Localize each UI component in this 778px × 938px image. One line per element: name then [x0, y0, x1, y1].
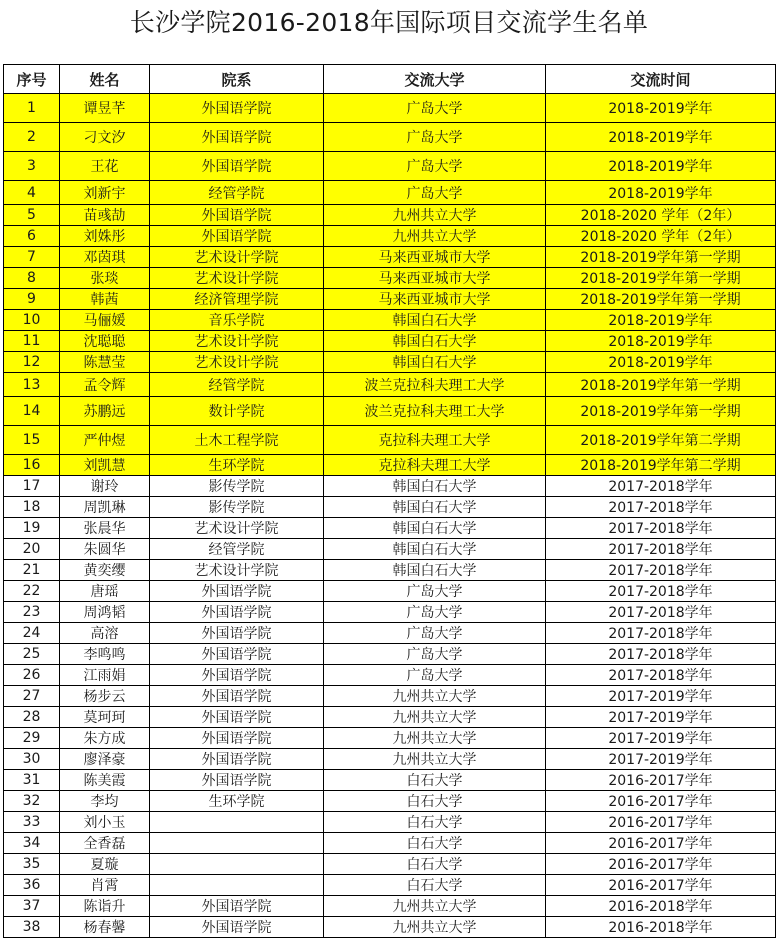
cell-name: 谢玲: [60, 476, 150, 497]
cell-university: 白石大学: [324, 875, 546, 896]
cell-university: 九州共立大学: [324, 896, 546, 917]
table-row: [4, 917, 776, 938]
cell-university: 波兰克拉科夫理工大学: [324, 397, 546, 426]
cell-name: 严仲煜: [60, 426, 150, 455]
cell-department: 音乐学院: [150, 310, 324, 331]
cell-index: 3: [4, 152, 60, 181]
table-row: [4, 770, 776, 791]
cell-department: 经济管理学院: [150, 289, 324, 310]
table-row: [4, 497, 776, 518]
cell-exchange-period: 2017-2018学年: [546, 644, 776, 665]
cell-name: 陈诣升: [60, 896, 150, 917]
cell-name: 邓茵琪: [60, 247, 150, 268]
cell-name: 廖泽豪: [60, 749, 150, 770]
cell-department: 外国语学院: [150, 581, 324, 602]
cell-university: 马来西亚城市大学: [324, 289, 546, 310]
cell-university: 克拉科夫理工大学: [324, 455, 546, 476]
cell-index: 22: [4, 581, 60, 602]
cell-university: 韩国白石大学: [324, 497, 546, 518]
table-row: [4, 268, 776, 289]
cell-index: 5: [4, 205, 60, 226]
cell-university: 韩国白石大学: [324, 560, 546, 581]
cell-exchange-period: 2017-2018学年: [546, 560, 776, 581]
table-row: [4, 833, 776, 854]
cell-index: 15: [4, 426, 60, 455]
cell-name: 李鸣鸣: [60, 644, 150, 665]
student-roster-table: [3, 64, 776, 938]
table-row: [4, 455, 776, 476]
cell-department: [150, 833, 324, 854]
cell-exchange-period: 2017-2019学年: [546, 707, 776, 728]
cell-university: 克拉科夫理工大学: [324, 426, 546, 455]
cell-department: 外国语学院: [150, 770, 324, 791]
cell-index: 6: [4, 226, 60, 247]
cell-index: 21: [4, 560, 60, 581]
table-row: [4, 94, 776, 123]
cell-university: 韩国白石大学: [324, 310, 546, 331]
cell-index: 20: [4, 539, 60, 560]
cell-university: 广岛大学: [324, 644, 546, 665]
table-row: [4, 728, 776, 749]
cell-department: 外国语学院: [150, 602, 324, 623]
cell-department: 数计学院: [150, 397, 324, 426]
cell-university: 九州共立大学: [324, 205, 546, 226]
cell-name: 黄奕缨: [60, 560, 150, 581]
cell-exchange-period: 2018-2019学年第二学期: [546, 455, 776, 476]
table-row: [4, 373, 776, 397]
cell-index: 18: [4, 497, 60, 518]
cell-university: 广岛大学: [324, 181, 546, 205]
cell-department: 外国语学院: [150, 644, 324, 665]
cell-university: 九州共立大学: [324, 728, 546, 749]
cell-department: 艺术设计学院: [150, 352, 324, 373]
cell-index: 19: [4, 518, 60, 539]
cell-exchange-period: 2017-2018学年: [546, 665, 776, 686]
cell-department: [150, 854, 324, 875]
table-row: [4, 397, 776, 426]
cell-exchange-period: 2016-2017学年: [546, 812, 776, 833]
cell-department: 经管学院: [150, 539, 324, 560]
cell-exchange-period: 2017-2019学年: [546, 749, 776, 770]
cell-index: 17: [4, 476, 60, 497]
cell-university: 九州共立大学: [324, 686, 546, 707]
cell-index: 2: [4, 123, 60, 152]
cell-university: 韩国白石大学: [324, 518, 546, 539]
cell-department: 外国语学院: [150, 917, 324, 938]
table-row: [4, 791, 776, 812]
cell-name: 韩茜: [60, 289, 150, 310]
table-row: [4, 289, 776, 310]
cell-department: 生环学院: [150, 455, 324, 476]
cell-name: 江雨娟: [60, 665, 150, 686]
cell-index: 1: [4, 94, 60, 123]
page-title: 长沙学院2016-2018年国际项目交流学生名单: [129, 8, 649, 37]
cell-exchange-period: 2017-2018学年: [546, 497, 776, 518]
table-row: [4, 602, 776, 623]
cell-index: 16: [4, 455, 60, 476]
table-row: [4, 812, 776, 833]
cell-exchange-period: 2016-2017学年: [546, 854, 776, 875]
cell-department: 艺术设计学院: [150, 268, 324, 289]
cell-university: 马来西亚城市大学: [324, 247, 546, 268]
cell-index: 38: [4, 917, 60, 938]
cell-exchange-period: 2018-2019学年: [546, 310, 776, 331]
cell-department: 外国语学院: [150, 623, 324, 644]
cell-exchange-period: 2017-2018学年: [546, 518, 776, 539]
cell-name: 夏璇: [60, 854, 150, 875]
cell-exchange-period: 2016-2018学年: [546, 917, 776, 938]
cell-index: 12: [4, 352, 60, 373]
cell-index: 36: [4, 875, 60, 896]
cell-index: 31: [4, 770, 60, 791]
cell-department: 艺术设计学院: [150, 247, 324, 268]
cell-name: 刁文汐: [60, 123, 150, 152]
cell-name: 全香磊: [60, 833, 150, 854]
table-row: [4, 205, 776, 226]
cell-exchange-period: 2016-2017学年: [546, 791, 776, 812]
cell-name: 杨步云: [60, 686, 150, 707]
cell-department: 外国语学院: [150, 665, 324, 686]
cell-name: 刘姝彤: [60, 226, 150, 247]
cell-exchange-period: 2017-2018学年: [546, 539, 776, 560]
header-exchange-period: 交流时间: [546, 65, 776, 94]
cell-department: 外国语学院: [150, 152, 324, 181]
cell-exchange-period: 2018-2019学年: [546, 94, 776, 123]
cell-index: 4: [4, 181, 60, 205]
cell-exchange-period: 2016-2017学年: [546, 770, 776, 791]
cell-name: 周凯琳: [60, 497, 150, 518]
cell-name: 刘凯慧: [60, 455, 150, 476]
cell-exchange-period: 2018-2019学年: [546, 181, 776, 205]
cell-department: 经管学院: [150, 373, 324, 397]
header-name: 姓名: [60, 65, 150, 94]
cell-name: 李均: [60, 791, 150, 812]
cell-department: 影传学院: [150, 476, 324, 497]
cell-exchange-period: 2017-2019学年: [546, 728, 776, 749]
table-row: [4, 539, 776, 560]
cell-exchange-period: 2018-2020 学年（2年）: [546, 226, 776, 247]
cell-index: 24: [4, 623, 60, 644]
cell-university: 白石大学: [324, 854, 546, 875]
cell-university: 白石大学: [324, 791, 546, 812]
cell-university: 广岛大学: [324, 602, 546, 623]
cell-university: 广岛大学: [324, 665, 546, 686]
header-department: 院系: [150, 65, 324, 94]
cell-department: 土木工程学院: [150, 426, 324, 455]
cell-name: 肖霄: [60, 875, 150, 896]
cell-university: 广岛大学: [324, 152, 546, 181]
table-row: [4, 896, 776, 917]
cell-name: 陈慧莹: [60, 352, 150, 373]
cell-university: 广岛大学: [324, 623, 546, 644]
cell-index: 8: [4, 268, 60, 289]
cell-university: 广岛大学: [324, 581, 546, 602]
cell-name: 唐瑶: [60, 581, 150, 602]
table-row: [4, 518, 776, 539]
cell-index: 11: [4, 331, 60, 352]
cell-exchange-period: 2017-2018学年: [546, 476, 776, 497]
cell-department: 艺术设计学院: [150, 331, 324, 352]
cell-department: 经管学院: [150, 181, 324, 205]
cell-exchange-period: 2017-2018学年: [546, 602, 776, 623]
cell-index: 14: [4, 397, 60, 426]
cell-university: 韩国白石大学: [324, 539, 546, 560]
cell-university: 白石大学: [324, 812, 546, 833]
cell-exchange-period: 2017-2019学年: [546, 686, 776, 707]
cell-university: 九州共立大学: [324, 749, 546, 770]
cell-name: 苏鹏远: [60, 397, 150, 426]
cell-exchange-period: 2018-2019学年: [546, 123, 776, 152]
cell-name: 张琰: [60, 268, 150, 289]
cell-name: 杨春馨: [60, 917, 150, 938]
cell-name: 高溶: [60, 623, 150, 644]
cell-exchange-period: 2018-2019学年: [546, 152, 776, 181]
table-row: [4, 226, 776, 247]
cell-university: 白石大学: [324, 833, 546, 854]
cell-name: 周鸿韬: [60, 602, 150, 623]
cell-name: 刘小玉: [60, 812, 150, 833]
table-row: [4, 123, 776, 152]
cell-department: 艺术设计学院: [150, 560, 324, 581]
cell-name: 王花: [60, 152, 150, 181]
cell-exchange-period: 2018-2019学年第一学期: [546, 397, 776, 426]
table-row: [4, 644, 776, 665]
cell-name: 朱圆华: [60, 539, 150, 560]
cell-department: 外国语学院: [150, 749, 324, 770]
table-row: [4, 623, 776, 644]
cell-index: 33: [4, 812, 60, 833]
cell-index: 29: [4, 728, 60, 749]
table-row: [4, 331, 776, 352]
cell-index: 32: [4, 791, 60, 812]
cell-university: 马来西亚城市大学: [324, 268, 546, 289]
cell-university: 韩国白石大学: [324, 476, 546, 497]
cell-university: 九州共立大学: [324, 917, 546, 938]
table-row: [4, 749, 776, 770]
cell-exchange-period: 2018-2019学年第一学期: [546, 373, 776, 397]
cell-department: 外国语学院: [150, 205, 324, 226]
cell-name: 陈美霞: [60, 770, 150, 791]
header-index: 序号: [4, 65, 60, 94]
cell-exchange-period: 2018-2019学年第一学期: [546, 268, 776, 289]
cell-index: 37: [4, 896, 60, 917]
cell-exchange-period: 2018-2019学年: [546, 352, 776, 373]
cell-exchange-period: 2018-2019学年第一学期: [546, 247, 776, 268]
cell-name: 马俪媛: [60, 310, 150, 331]
cell-university: 波兰克拉科夫理工大学: [324, 373, 546, 397]
cell-index: 10: [4, 310, 60, 331]
cell-name: 莫珂珂: [60, 707, 150, 728]
cell-exchange-period: 2018-2019学年: [546, 331, 776, 352]
cell-exchange-period: 2016-2018学年: [546, 896, 776, 917]
cell-university: 九州共立大学: [324, 226, 546, 247]
cell-index: 23: [4, 602, 60, 623]
cell-department: [150, 875, 324, 896]
cell-department: 外国语学院: [150, 707, 324, 728]
header-university: 交流大学: [324, 65, 546, 94]
cell-exchange-period: 2018-2020 学年（2年）: [546, 205, 776, 226]
cell-index: 25: [4, 644, 60, 665]
cell-index: 13: [4, 373, 60, 397]
cell-university: 广岛大学: [324, 123, 546, 152]
table-row: [4, 181, 776, 205]
table-row: [4, 854, 776, 875]
table-row: [4, 310, 776, 331]
cell-name: 朱方成: [60, 728, 150, 749]
table-row: [4, 476, 776, 497]
cell-index: 35: [4, 854, 60, 875]
cell-exchange-period: 2018-2019学年第二学期: [546, 426, 776, 455]
cell-university: 九州共立大学: [324, 707, 546, 728]
cell-university: 白石大学: [324, 770, 546, 791]
table-row: [4, 707, 776, 728]
cell-name: 苗彧劼: [60, 205, 150, 226]
cell-name: 谭昱芊: [60, 94, 150, 123]
cell-index: 26: [4, 665, 60, 686]
table-body: [4, 94, 776, 938]
table-row: [4, 686, 776, 707]
cell-exchange-period: 2016-2017学年: [546, 833, 776, 854]
table-row: [4, 352, 776, 373]
cell-exchange-period: 2018-2019学年第一学期: [546, 289, 776, 310]
cell-exchange-period: 2017-2018学年: [546, 581, 776, 602]
cell-university: 韩国白石大学: [324, 331, 546, 352]
cell-name: 孟令辉: [60, 373, 150, 397]
cell-department: 外国语学院: [150, 94, 324, 123]
cell-index: 27: [4, 686, 60, 707]
table-row: [4, 875, 776, 896]
table-row: [4, 152, 776, 181]
cell-index: 28: [4, 707, 60, 728]
table-row: [4, 665, 776, 686]
cell-exchange-period: 2016-2017学年: [546, 875, 776, 896]
cell-department: 外国语学院: [150, 728, 324, 749]
cell-index: 7: [4, 247, 60, 268]
cell-department: 艺术设计学院: [150, 518, 324, 539]
cell-index: 30: [4, 749, 60, 770]
cell-index: 34: [4, 833, 60, 854]
cell-department: 外国语学院: [150, 896, 324, 917]
cell-name: 刘新宇: [60, 181, 150, 205]
cell-exchange-period: 2017-2018学年: [546, 623, 776, 644]
cell-department: 影传学院: [150, 497, 324, 518]
cell-department: 外国语学院: [150, 226, 324, 247]
table-row: [4, 560, 776, 581]
cell-index: 9: [4, 289, 60, 310]
table-header-row: [4, 65, 776, 94]
table-row: [4, 426, 776, 455]
table-row: [4, 581, 776, 602]
cell-name: 沈聪聪: [60, 331, 150, 352]
cell-university: 韩国白石大学: [324, 352, 546, 373]
cell-department: 生环学院: [150, 791, 324, 812]
cell-department: 外国语学院: [150, 123, 324, 152]
cell-university: 广岛大学: [324, 94, 546, 123]
cell-department: [150, 812, 324, 833]
cell-name: 张晨华: [60, 518, 150, 539]
cell-department: 外国语学院: [150, 686, 324, 707]
table-row: [4, 247, 776, 268]
